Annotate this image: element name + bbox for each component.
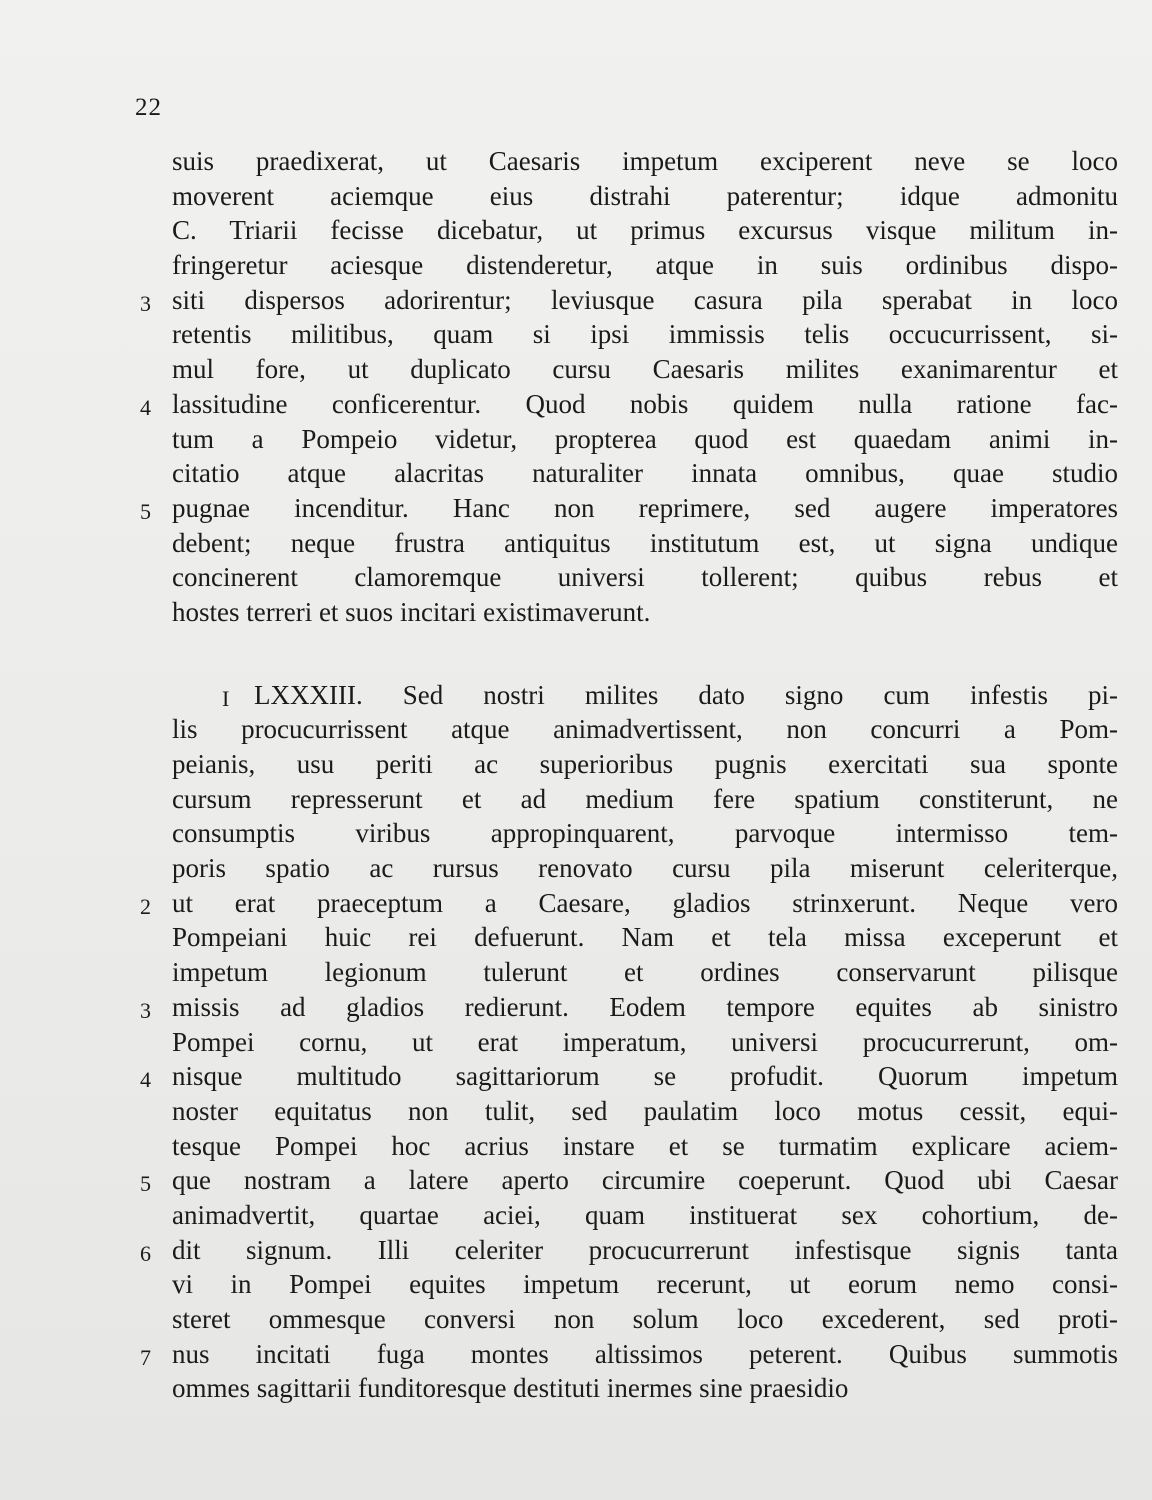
- text-line: [140, 1059, 1118, 1094]
- text-line: [140, 283, 1118, 318]
- text-line: [172, 595, 1118, 630]
- line-text: hostes terreri et suos incitari existimaverunt.: [172, 596, 651, 627]
- margin-section-number: I: [222, 685, 230, 711]
- line-text: impetum legionum tulerunt et ordines conservarunt pilisque: [172, 957, 1118, 988]
- line-text: ommes sagittarii funditoresque destituti inermes sine praesidio: [172, 1373, 849, 1404]
- line-text: siti dispersos adorirentur; leviusque casura pila sperabat in loco: [172, 284, 1118, 315]
- text-line: [140, 1163, 1118, 1198]
- paragraph-gap: [172, 630, 1118, 678]
- line-text: debent; neque frustra antiquitus institutum est, ut signa undique: [172, 527, 1118, 558]
- text-line: [172, 851, 1118, 886]
- text-line: [172, 1267, 1118, 1302]
- line-text: vi in Pompei equites impetum recerunt, ut eorum nemo consi-: [172, 1269, 1118, 1300]
- line-text: missis ad gladios redierunt. Eodem tempore equites ab sinistro: [172, 991, 1118, 1022]
- text-line: [172, 560, 1118, 595]
- text-line: [140, 886, 1118, 921]
- line-text: tesque Pompei hoc acrius instare et se turmatim explicare aciem-: [172, 1130, 1118, 1161]
- margin-section-number: 5: [140, 1171, 151, 1197]
- text-line: [172, 1025, 1118, 1060]
- text-line: [172, 1094, 1118, 1129]
- text-line: [172, 526, 1118, 561]
- line-text: mul fore, ut duplicato cursu Caesaris milites exanimarentur et: [172, 354, 1118, 385]
- line-text: poris spatio ac rursus renovato cursu pila miserunt celeriterque,: [172, 853, 1118, 884]
- text-line: [140, 387, 1118, 422]
- text-line: [172, 920, 1118, 955]
- text-line: [172, 1371, 1118, 1406]
- margin-section-number: 3: [140, 997, 151, 1023]
- line-text: tum a Pompeio videtur, propterea quod est quaedam animi in-: [172, 423, 1118, 454]
- line-text: suis praedixerat, ut Caesaris impetum exciperent neve se loco: [172, 146, 1118, 176]
- text-line: [140, 491, 1118, 526]
- line-text: peianis, usu periti ac superioribus pugnis exercitati sua sponte: [172, 749, 1118, 779]
- line-text: moverent aciemque eius distrahi paterentur; idque admonitu: [172, 180, 1118, 211]
- line-text: lis procucurrissent atque animadvertissent, non concurri a Pom-: [172, 714, 1118, 745]
- text-line: [172, 816, 1118, 851]
- line-text: Pompeiani huic rei defuerunt. Nam et tela missa exceperunt et: [172, 922, 1118, 953]
- text-line: [172, 1302, 1118, 1337]
- text-line: [140, 1233, 1118, 1268]
- text-line: [172, 352, 1118, 387]
- line-text: C. Triarii fecisse dicebatur, ut primus excursus visque militum in-: [172, 215, 1118, 246]
- line-text: fringeretur aciesque distenderetur, atque in suis ordinibus dispo-: [172, 250, 1118, 281]
- line-text: retentis militibus, quam si ipsi immissis telis occucurrissent, si-: [172, 319, 1118, 350]
- text-line: [172, 747, 1118, 782]
- text-line: [172, 422, 1118, 457]
- margin-section-number: 2: [140, 893, 151, 919]
- text-line: [172, 144, 1118, 179]
- margin-section-number: 4: [140, 394, 151, 420]
- line-text: ut erat praeceptum a Caesare, gladios strinxerunt. Neque vero: [172, 887, 1118, 918]
- line-text: concinerent clamoremque universi tollerent; quibus rebus et: [172, 562, 1118, 593]
- line-text: nus incitati fuga montes altissimos peterent. Quibus summotis: [172, 1338, 1118, 1369]
- line-text: lassitudine conficerentur. Quod nobis quidem nulla ratione fac-: [172, 388, 1118, 419]
- text-line: [172, 456, 1118, 491]
- text-line: [172, 678, 1118, 713]
- line-text: noster equitatus non tulit, sed paulatim loco motus cessit, equi-: [172, 1095, 1118, 1126]
- margin-section-number: 7: [140, 1344, 151, 1370]
- line-text: animadvertit, quartae aciei, quam instituerat sex cohortium, de-: [172, 1199, 1118, 1230]
- text-line: [172, 1198, 1118, 1233]
- text-line: [172, 248, 1118, 283]
- line-text: cursum represserunt et ad medium fere spatium constiterunt, ne: [172, 783, 1118, 814]
- line-text: pugnae incenditur. Hanc non reprimere, sed augere imperatores: [172, 492, 1118, 523]
- text-line: [172, 955, 1118, 990]
- line-text: nisque multitudo sagittariorum se profudit. Quorum impetum: [172, 1061, 1118, 1092]
- text-line: [140, 990, 1118, 1025]
- text-line: [172, 782, 1118, 817]
- text-line: [172, 712, 1118, 747]
- text-line: [140, 1337, 1118, 1372]
- line-text: citatio atque alacritas naturaliter innata omnibus, quae studio: [172, 458, 1118, 489]
- line-text: que nostram a latere aperto circumire coeperunt. Quod ubi Caesar: [172, 1165, 1118, 1196]
- line-text: dit signum. Illi celeriter procucurrerunt infestisque signis tanta: [172, 1234, 1118, 1265]
- text-block: [140, 144, 1118, 1406]
- paragraph: [140, 678, 1118, 1406]
- margin-section-number: 6: [140, 1240, 151, 1266]
- line-text: LXXXIII. Sed nostri milites dato signo cum infestis pi-: [254, 679, 1118, 710]
- page-number: 22: [135, 94, 162, 121]
- margin-section-number: 3: [140, 290, 151, 316]
- text-line: [172, 317, 1118, 352]
- text-line: [172, 213, 1118, 248]
- paragraph: [140, 144, 1118, 630]
- margin-section-number: 5: [140, 498, 151, 524]
- line-text: Pompei cornu, ut erat imperatum, universi procucurrerunt, om-: [172, 1026, 1118, 1057]
- line-text: steret ommesque conversi non solum loco excederent, sed proti-: [172, 1304, 1118, 1334]
- text-line: [172, 179, 1118, 214]
- margin-section-number: 4: [140, 1067, 151, 1093]
- line-text: consumptis viribus appropinquarent, parvoque intermisso tem-: [172, 818, 1118, 849]
- text-line: [172, 1129, 1118, 1164]
